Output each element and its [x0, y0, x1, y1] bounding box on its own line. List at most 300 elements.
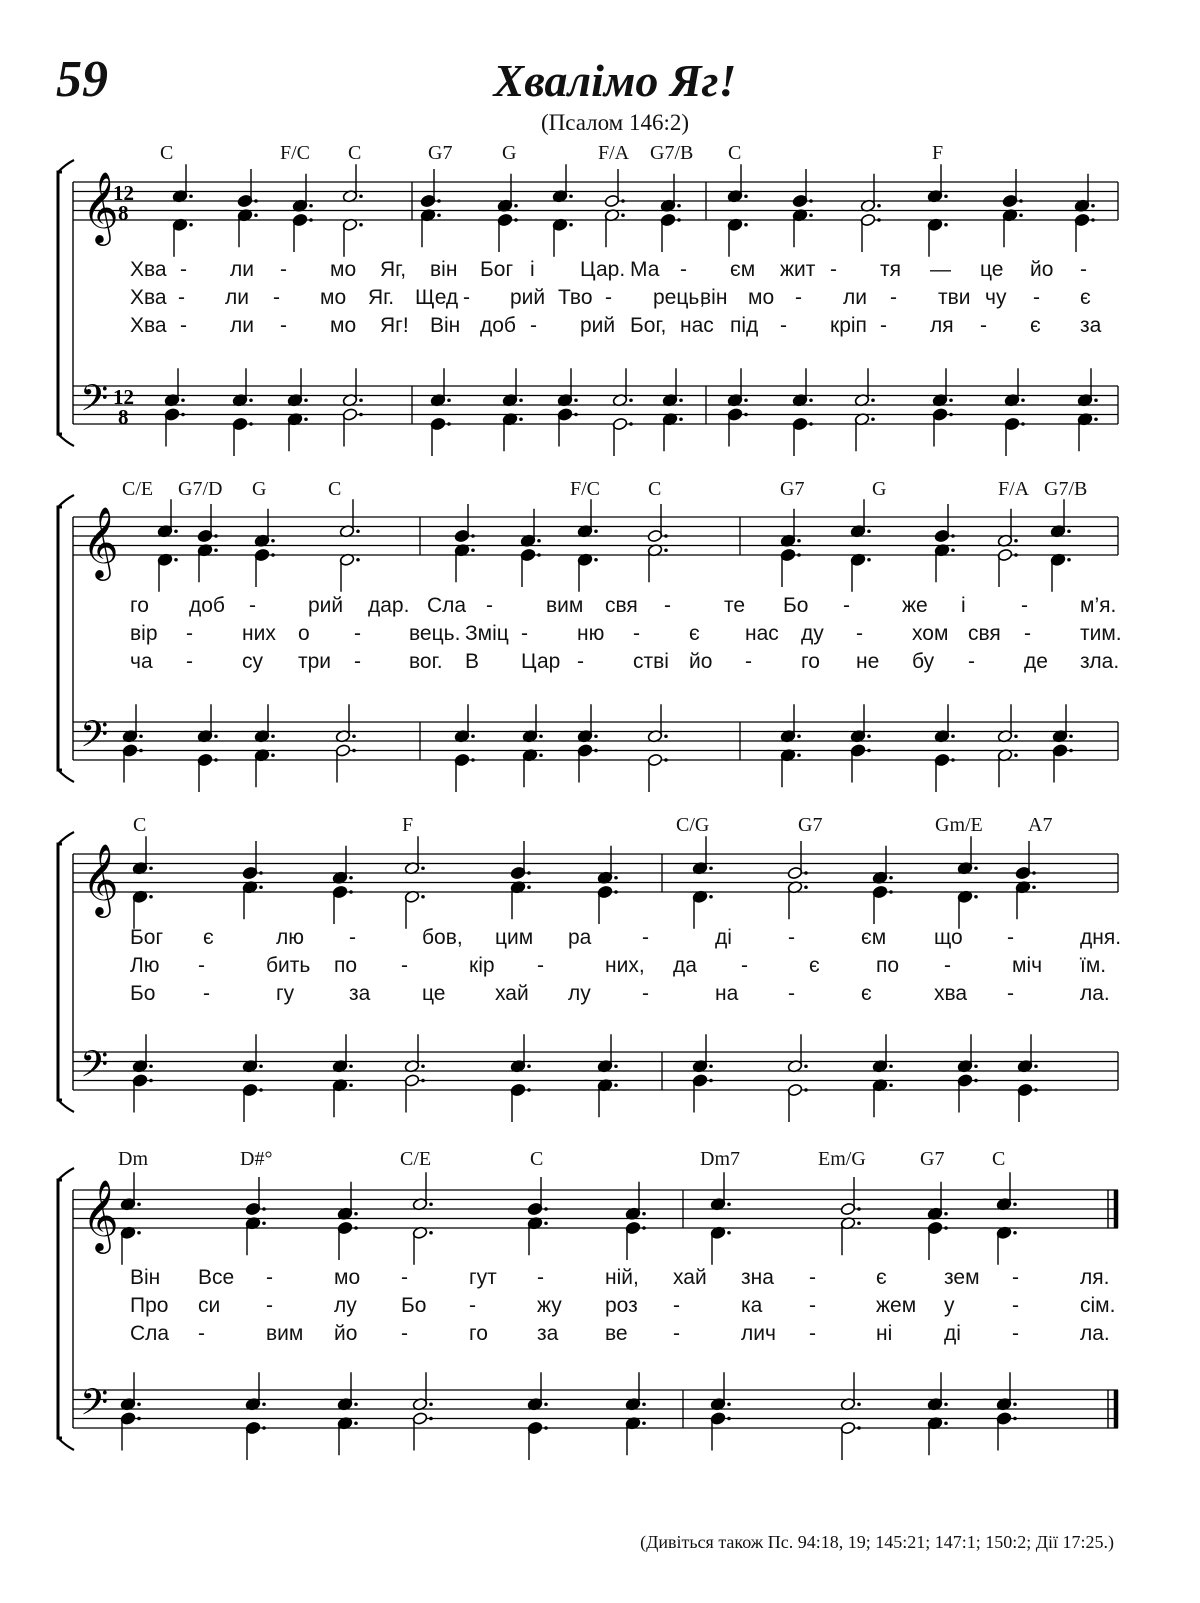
lyric-syllable: си [198, 1294, 221, 1317]
alto-note [454, 543, 475, 582]
lyric-syllable: тви [938, 286, 971, 309]
lyric-syllable: є [876, 1266, 887, 1289]
lyric-syllable: Хва [130, 286, 167, 309]
tenor-note [957, 1034, 978, 1073]
alto-note [787, 880, 808, 919]
bass-note [1004, 417, 1025, 456]
alto-note [404, 890, 425, 929]
alto-note [577, 553, 598, 592]
soprano-note [997, 509, 1018, 548]
chord-symbol: C [530, 1148, 544, 1170]
bass-time-signature [113, 385, 134, 429]
lyric-hyphen: - [280, 314, 287, 337]
lyric-syllable: не [856, 650, 880, 673]
chord-symbol: G [502, 142, 517, 164]
bass-note [997, 748, 1018, 787]
soprano-note [454, 504, 475, 543]
lyric-syllable: ді [944, 1322, 961, 1345]
lyric-syllable: Бо [401, 1294, 427, 1317]
lyric-syllable: мо [320, 286, 347, 309]
bass-note [335, 744, 356, 783]
treble-staff [73, 182, 1118, 220]
tenor-note [710, 1372, 731, 1411]
lyric-syllable: вець. [409, 622, 461, 645]
lyric-syllable: рий [308, 594, 344, 617]
soprano-note [420, 169, 441, 208]
soprano-note [197, 504, 218, 543]
bass-clef-icon: 𝄢 [80, 377, 109, 429]
lyric-syllable: на [715, 982, 739, 1005]
hymn-title: Хвалімо Яг! [493, 55, 737, 106]
lyric-syllable: же [902, 594, 928, 617]
lyric-syllable: ла. [1080, 982, 1110, 1005]
tenor-note [934, 704, 955, 743]
alto-note [254, 548, 275, 587]
lyric-syllable: він [700, 286, 728, 309]
lyric-syllable: вір [130, 622, 158, 645]
alto-note [1002, 208, 1023, 247]
lyric-syllable: він [430, 258, 458, 281]
lyric-hyphen: - [280, 258, 287, 281]
lyric-hyphen: - [521, 622, 528, 645]
soprano-note [342, 164, 363, 203]
lyric-hyphen: - [1012, 1294, 1019, 1317]
lyric-hyphen: - [530, 314, 537, 337]
lyric-syllable: роз [605, 1294, 638, 1317]
lyric-syllable: це [422, 982, 446, 1005]
lyric-syllable: мо [330, 314, 357, 337]
soprano-note [527, 1177, 548, 1216]
lyric-syllable: Бог [130, 926, 164, 949]
bracket-top-hook [58, 832, 74, 844]
treble-clef-icon: 𝄞 [82, 1178, 119, 1251]
lyric-syllable: ля [930, 314, 954, 337]
chord-symbol: G [252, 478, 267, 500]
tenor-note [337, 1372, 358, 1411]
system-bracket [58, 507, 62, 770]
lyric-hyphen: - [944, 954, 951, 977]
bass-note [527, 1421, 548, 1460]
alto-note [710, 1226, 731, 1265]
soprano-note [332, 846, 353, 885]
tenor-note [1077, 368, 1098, 407]
alto-note [840, 1216, 861, 1255]
lyric-hyphen: - [605, 286, 612, 309]
soprano-note [412, 1172, 433, 1211]
soprano-note [552, 164, 573, 203]
system-bracket [58, 844, 62, 1100]
lyric-hyphen: - [273, 286, 280, 309]
bass-note [132, 1074, 153, 1113]
treble-staff [73, 1190, 1118, 1228]
bass-note [692, 1074, 713, 1113]
lyric-syllable: є [1030, 314, 1041, 337]
tenor-note [792, 368, 813, 407]
tenor-note [1017, 1034, 1038, 1073]
lyric-syllable: Яг, [380, 258, 407, 281]
lyric-syllable: за [349, 982, 371, 1005]
lyric-syllable: го [130, 594, 149, 617]
lyric-syllable: сім. [1080, 1294, 1116, 1317]
alto-note [647, 543, 668, 582]
bass-note [1017, 1083, 1038, 1122]
tenor-note [287, 368, 308, 407]
soprano-note [577, 499, 598, 538]
hymn-number: 59 [56, 51, 108, 108]
lyric-hyphen: - [890, 286, 897, 309]
tenor-note [164, 368, 185, 407]
alto-note [604, 208, 625, 247]
alto-note [1050, 553, 1071, 592]
lyric-syllable: Зміц [465, 622, 509, 645]
chord-symbol: G7 [428, 142, 453, 164]
lyric-syllable: жем [876, 1294, 917, 1317]
svg-text:8: 8 [118, 201, 129, 225]
soprano-note [132, 836, 153, 875]
lyric-syllable: Бо [130, 982, 156, 1005]
bass-note [404, 1074, 425, 1113]
lyric-syllable: го [801, 650, 820, 673]
lyric-syllable: мо [334, 1266, 361, 1289]
lyric-hyphen: - [968, 650, 975, 673]
bass-note [710, 1412, 731, 1451]
bass-note [597, 1078, 618, 1117]
lyric-syllable: є [861, 982, 872, 1005]
lyric-syllable: Бог [480, 258, 514, 281]
alto-note [520, 548, 541, 587]
soprano-note [404, 836, 425, 875]
lyric-syllable: кріп [830, 314, 867, 337]
bass-note [332, 1078, 353, 1117]
lyric-hyphen: - [180, 314, 187, 337]
lyric-syllable: під [730, 314, 759, 337]
tenor-note [557, 368, 578, 407]
alto-note [510, 880, 531, 919]
lyric-syllable: чу [985, 286, 1007, 309]
tenor-note [850, 704, 871, 743]
lyric-syllable: Сла [427, 594, 467, 617]
bass-note [430, 417, 451, 456]
lyric-hyphen: - [463, 286, 470, 309]
lyric-syllable: рець, [653, 286, 706, 309]
chord-symbol: C [648, 478, 662, 500]
chord-symbol: Em/G [818, 1148, 866, 1170]
lyric-syllable: о [298, 622, 310, 645]
lyric-hyphen: - [401, 1266, 408, 1289]
bracket-bottom-hook [58, 434, 74, 446]
lyric-syllable: хва [934, 982, 968, 1005]
soprano-note [872, 846, 893, 885]
bass-note [242, 1083, 263, 1122]
alto-note [780, 548, 801, 587]
svg-text:12: 12 [113, 385, 134, 409]
bass-note [197, 753, 218, 792]
bracket-bottom-hook [58, 770, 74, 782]
lyric-syllable: жу [537, 1294, 562, 1317]
tenor-note [232, 368, 253, 407]
soprano-note [860, 174, 881, 213]
lyric-syllable: єм [730, 258, 756, 281]
lyric-syllable: ра [568, 926, 592, 949]
lyric-syllable: них [242, 622, 276, 645]
tenor-note [120, 1372, 141, 1411]
bass-note [957, 1074, 978, 1113]
lyric-syllable: нас [745, 622, 779, 645]
lyric-syllable: Ма [630, 258, 660, 281]
lyric-syllable: і [530, 258, 535, 281]
lyric-syllable: є [203, 926, 214, 949]
tenor-note [727, 368, 748, 407]
lyric-hyphen: - [680, 258, 687, 281]
soprano-note [120, 1172, 141, 1211]
bass-note [287, 412, 308, 451]
lyric-syllable: жит [780, 258, 816, 281]
lyric-syllable: лу [568, 982, 591, 1005]
lyric-syllable: по [334, 954, 358, 977]
lyric-syllable: ли [230, 258, 254, 281]
lyric-hyphen: - [198, 1322, 205, 1345]
bass-note [342, 408, 363, 447]
chord-symbol: G [872, 478, 887, 500]
tenor-note [342, 368, 363, 407]
alto-note [242, 880, 263, 919]
soprano-note [292, 174, 313, 213]
lyric-syllable: де [1024, 650, 1048, 673]
lyric-hyphen: - [469, 1294, 476, 1317]
lyric-hyphen: - [1012, 1322, 1019, 1345]
alto-note [552, 218, 573, 257]
bass-note [1077, 412, 1098, 451]
treble-clef-icon: 𝄞 [82, 170, 119, 243]
bass-note [412, 1412, 433, 1451]
lyric-syllable: Яг. [368, 286, 395, 309]
lyric-hyphen: - [633, 622, 640, 645]
lyric-syllable: що [934, 926, 963, 949]
treble-clef-icon: 𝄞 [82, 842, 119, 915]
chord-symbol: C [160, 142, 174, 164]
lyric-hyphen: - [809, 1322, 816, 1345]
lyric-hyphen: - [577, 650, 584, 673]
soprano-note [934, 504, 955, 543]
alto-note [1074, 213, 1095, 252]
lyric-syllable: свя [968, 622, 1001, 645]
lyric-hyphen: - [186, 650, 193, 673]
lyric-syllable: Лю [130, 954, 160, 977]
lyric-syllable: доб [189, 594, 225, 617]
system-bracket [58, 1180, 62, 1438]
soprano-note [510, 841, 531, 880]
lyric-syllable: свя [605, 594, 638, 617]
tenor-note [254, 704, 275, 743]
soprano-note [840, 1177, 861, 1216]
tenor-note [662, 368, 683, 407]
soprano-note [1050, 499, 1071, 538]
lyric-hyphen: - [537, 1266, 544, 1289]
lyric-syllable: Сла [130, 1322, 170, 1345]
lyric-syllable: мо [330, 258, 357, 281]
lyric-syllable: м’я. [1080, 594, 1117, 617]
lyric-syllable: Тво [558, 286, 593, 309]
alto-note [996, 1226, 1017, 1265]
chord-symbol: C [133, 814, 147, 836]
lyric-hyphen: - [180, 258, 187, 281]
lyric-syllable: хом [912, 622, 949, 645]
alto-note [120, 1226, 141, 1265]
chord-symbol: A7 [1028, 814, 1053, 836]
tenor-note [787, 1034, 808, 1073]
svg-text:12: 12 [113, 181, 134, 205]
tenor-note [454, 704, 475, 743]
chord-symbol: Gm/E [935, 814, 983, 836]
tenor-note [242, 1034, 263, 1073]
bass-note [854, 412, 875, 451]
lyric-hyphen: - [788, 982, 795, 1005]
lyric-hyphen: - [745, 650, 752, 673]
lyric-syllable: ні [876, 1322, 893, 1345]
chord-symbol: C/E [400, 1148, 432, 1170]
soprano-note [172, 164, 193, 203]
lyric-hyphen: - [349, 926, 356, 949]
lyric-hyphen: - [1007, 982, 1014, 1005]
lyric-syllable: лич [741, 1322, 776, 1345]
lyric-syllable: лю [276, 926, 305, 949]
lyric-hyphen: - [401, 954, 408, 977]
tenor-note [122, 704, 143, 743]
bass-note [120, 1412, 141, 1451]
lyric-syllable: тим. [1080, 622, 1122, 645]
lyric-syllable: три [298, 650, 332, 673]
chord-symbol: C [348, 142, 362, 164]
soprano-note [710, 1172, 731, 1211]
lyric-syllable: тя [880, 258, 901, 281]
tenor-note [197, 704, 218, 743]
alto-note [527, 1216, 548, 1255]
alto-note [245, 1216, 266, 1255]
lyric-hyphen: - [1033, 286, 1040, 309]
alto-note [292, 213, 313, 252]
treble-staff [73, 517, 1118, 555]
bass-note [996, 1412, 1017, 1451]
alto-note [337, 1221, 358, 1260]
lyric-hyphen: - [1024, 622, 1031, 645]
alto-note [934, 543, 955, 582]
lyric-syllable: стві [633, 650, 669, 673]
chord-symbol: C/E [122, 478, 154, 500]
lyric-syllable: Про [130, 1294, 169, 1317]
bracket-top-hook [58, 160, 74, 172]
bass-note [927, 1416, 948, 1455]
lyric-hyphen: - [354, 650, 361, 673]
lyric-hyphen: - [741, 954, 748, 977]
lyric-syllable: є [1080, 286, 1091, 309]
lyric-hyphen: - [1080, 258, 1087, 281]
bass-note [792, 417, 813, 456]
lyric-syllable: Бог, [630, 314, 667, 337]
lyric-syllable: зна [741, 1266, 774, 1289]
chord-symbol: F/A [998, 478, 1030, 500]
alto-note [197, 543, 218, 582]
alto-note [692, 890, 713, 929]
alto-note [927, 218, 948, 257]
tenor-note [245, 1372, 266, 1411]
lyric-syllable: те [724, 594, 746, 617]
lyric-syllable: су [242, 650, 263, 673]
lyric-hyphen: - [178, 286, 185, 309]
soprano-note [237, 169, 258, 208]
soprano-note [242, 841, 263, 880]
chord-symbol: C [728, 142, 742, 164]
lyric-syllable: дар. [368, 594, 410, 617]
alto-note [332, 885, 353, 924]
hymn-subtitle: (Псалом 146:2) [540, 110, 690, 135]
tenor-note [335, 704, 356, 743]
lyric-hyphen: - [249, 594, 256, 617]
tenor-note [612, 368, 633, 407]
bass-staff [73, 722, 1118, 760]
tenor-note [527, 1372, 548, 1411]
lyric-hyphen: - [809, 1294, 816, 1317]
bass-note [840, 1421, 861, 1460]
tenor-note [932, 368, 953, 407]
lyric-syllable: Хва [130, 258, 167, 281]
soprano-note [337, 1182, 358, 1221]
lyric-syllable: хай [673, 1266, 707, 1289]
svg-text:8: 8 [118, 405, 129, 429]
lyric-syllable: кір [469, 954, 495, 977]
lyric-syllable: ній, [605, 1266, 639, 1289]
lyric-syllable: доб [480, 314, 516, 337]
lyric-hyphen: - [642, 926, 649, 949]
alto-note [792, 208, 813, 247]
lyric-hyphen: - [1007, 926, 1014, 949]
alto-note [860, 213, 881, 252]
alto-note [625, 1221, 646, 1260]
lyric-syllable: рий [580, 314, 616, 337]
bass-staff [73, 1390, 1118, 1428]
lyric-syllable: за [1080, 314, 1102, 337]
lyric-hyphen: - [673, 1322, 680, 1345]
soprano-note [1074, 174, 1095, 213]
bass-note [577, 744, 598, 783]
lyric-syllable: ча [130, 650, 153, 673]
lyric-hyphen: - [856, 622, 863, 645]
lyric-syllable: вим [266, 1322, 304, 1345]
bass-clef-icon: 𝄢 [80, 1381, 109, 1433]
lyric-syllable: вог. [409, 650, 443, 673]
soprano-note [996, 1172, 1017, 1211]
lyric-hyphen: - [266, 1294, 273, 1317]
lyric-hyphen: - [673, 1294, 680, 1317]
lyric-hyphen: - [809, 1266, 816, 1289]
bass-clef-icon: 𝄢 [80, 713, 109, 765]
soprano-note [339, 499, 360, 538]
lyric-syllable: Бо [783, 594, 809, 617]
lyric-syllable: В [465, 650, 480, 673]
alto-note [597, 885, 618, 924]
chord-symbol: C [992, 1148, 1006, 1170]
tenor-note [840, 1372, 861, 1411]
soprano-note [625, 1182, 646, 1221]
soprano-note [1002, 169, 1023, 208]
chord-symbol: G7/B [1044, 478, 1088, 500]
alto-note [157, 553, 178, 592]
soprano-note [787, 841, 808, 880]
system-bracket [58, 172, 62, 434]
lyric-syllable: Хва [130, 314, 167, 337]
bracket-top-hook [58, 1168, 74, 1180]
chord-symbol: C [328, 478, 342, 500]
bracket-bottom-hook [58, 1100, 74, 1112]
